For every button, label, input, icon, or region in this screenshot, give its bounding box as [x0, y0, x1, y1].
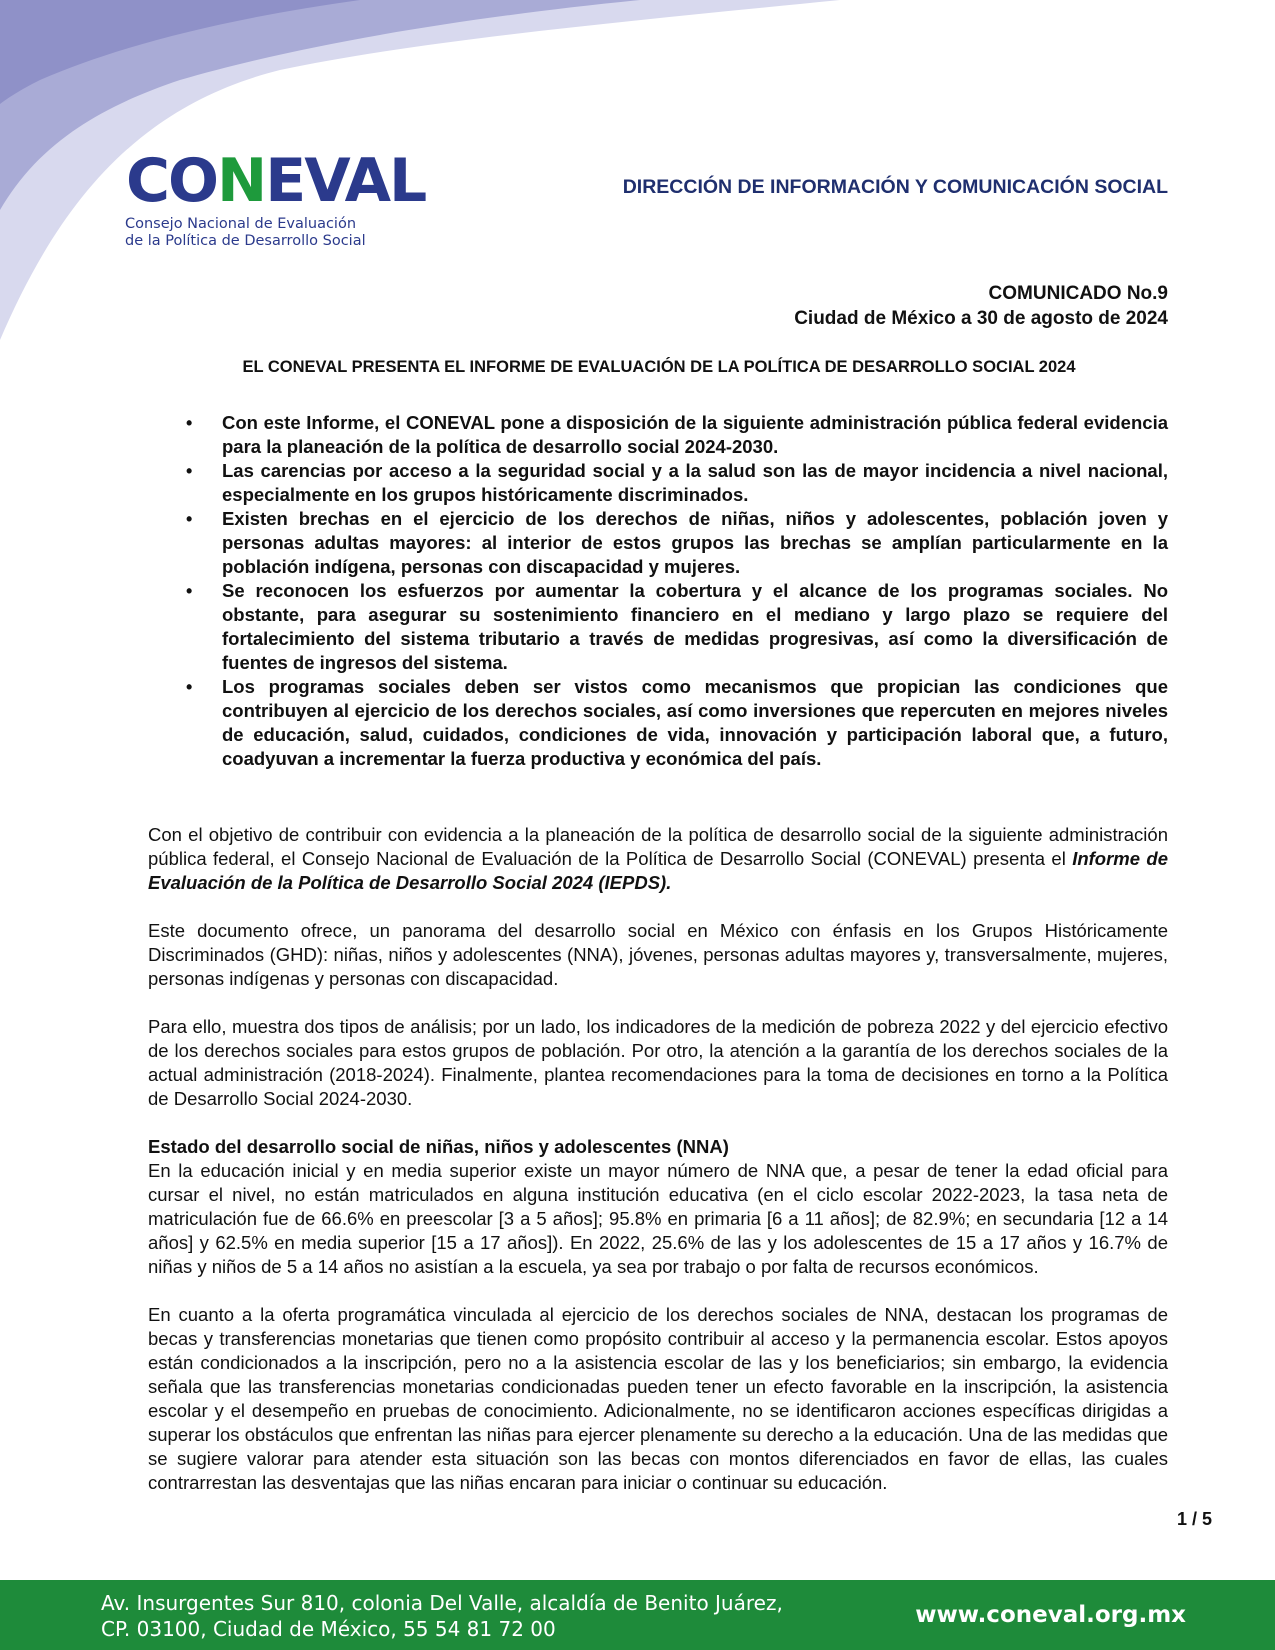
key-point — [180, 507, 1168, 579]
footer-address-line-1: Av. Insurgentes Sur 810, colonia Del Valle, alcaldía de Benito Juárez, — [101, 1591, 783, 1615]
key-point — [180, 411, 1168, 459]
logo-wordmark: CONEVAL — [126, 146, 426, 216]
coneval-logo — [125, 146, 426, 250]
paragraph-overview: Este documento ofrece, un panorama del desarrollo social en México con énfasis en los Grupos Históricamente Discriminados (GHD): niñas, niños y adolescentes (NNA), jóvenes, personas adultas mayores y, transversalmente, mujeres, personas indígenas y personas con discapacidad. — [148, 920, 1168, 989]
paragraph-analysis: Para ello, muestra dos tipos de análisis; por un lado, los indicadores de la medición de pobreza 2022 y del ejercicio efectivo de los derechos sociales para estos grupos de población. Por otro, la atención a la garantía de los derechos sociales de la actual administración (2018-2024). Finalmente, plantea recomendaciones para la toma de decisiones en torno a la Política de Desarrollo Social 2024-2030. — [148, 1016, 1168, 1109]
communique-number: COMUNICADO No.9 — [988, 283, 1168, 304]
bullet-icon: • — [186, 461, 193, 481]
paragraph-programs: En cuanto a la oferta programática vinculada al ejercicio de los derechos sociales de NNA, destacan los programas de becas y transferencias monetarias que tienen como propósito contribuir al acceso y la permanencia escolar. Estos apoyos están condicionados a la inscripción, pero no a la asistencia escolar de las y los beneficiarios; sin embargo, la evidencia señala que las transferencias monetarias condicionadas pueden tener un efecto favorable en la inscripción, la asistencia escolar y el desempeño en pruebas de conocimiento. Adicionalmente, no se identificaron acciones específicas dirigidas a superar los obstáculos que enfrentan las niñas para ejercer plenamente su derecho a la educación. Una de las medidas que se sugiere valorar para atender esta situación son las becas con montos diferenciados en favor de ellas, las cuales contrarrestan las desventajas que las niñas encaran para iniciar o continuar su educación. — [148, 1304, 1168, 1493]
key-point-text: Existen brechas en el ejercicio de los derechos de niñas, niños y adolescentes, población joven y personas adultas mayores: al interior de estos grupos las brechas se amplían particularmente en la población indígena, personas con discapacidad y mujeres. — [222, 508, 1168, 577]
key-point-text: Las carencias por acceso a la seguridad social y a la salud son las de mayor incidencia a nivel nacional, especialmente en los grupos históricamente discriminados. — [222, 460, 1168, 505]
footer-address-line-2: CP. 03100, Ciudad de México, 55 54 81 72 00 — [101, 1617, 556, 1641]
page-number: 1 / 5 — [1176, 1509, 1212, 1529]
department-title: DIRECCIÓN DE INFORMACIÓN Y COMUNICACIÓN SOCIAL — [622, 176, 1168, 198]
key-points-list — [180, 411, 1168, 771]
key-point-text: Con este Informe, el CONEVAL pone a disposición de la siguiente administración pública federal evidencia para la planeación de la política de desarrollo social 2024-2030. — [222, 412, 1168, 457]
key-point — [180, 579, 1168, 675]
key-point — [180, 459, 1168, 507]
key-point-text: Los programas sociales deben ser vistos como mecanismos que propician las condiciones que contribuyen al ejercicio de los derechos sociales, así como inversiones que repercuten en mejores niveles de educación, salud, cuidados, condiciones de vida, innovación y participación laboral que, a futuro, coadyuvan a incrementar la fuerza productiva y económica del país. — [222, 676, 1168, 769]
bullet-icon: • — [186, 677, 193, 697]
footer-address — [101, 1590, 783, 1642]
bullet-icon: • — [186, 413, 193, 433]
footer-website-link[interactable]: www.coneval.org.mx — [915, 1602, 1186, 1628]
paragraph-intro — [148, 823, 1168, 895]
key-point-text: Se reconocen los esfuerzos por aumentar la cobertura y el alcance de los programas sociales. No obstante, para asegurar su sostenimiento financiero en el mediano y largo plazo se requiere del fortalecimiento del sistema tributario a través de medidas progresivas, así como la diversificación de fuentes de ingresos del sistema. — [222, 580, 1168, 673]
logo-subtitle-line-1: Consejo Nacional de Evaluación — [125, 216, 357, 232]
key-point — [180, 675, 1168, 771]
logo-subtitle-line-2: de la Política de Desarrollo Social — [125, 233, 366, 249]
press-headline: EL CONEVAL PRESENTA EL INFORME DE EVALUACIÓN DE LA POLÍTICA DE DESARROLLO SOCIAL 2024 — [242, 358, 1076, 376]
paragraph-intro-text: Con el objetivo de contribuir con evidencia a la planeación de la política de desarrollo social de la siguiente administración pública federal, el Consejo Nacional de Evaluación de la Política de Desarrollo Social (CONEVAL) presenta el — [148, 824, 1168, 869]
footer-bar — [0, 1580, 1275, 1650]
communique-meta — [794, 281, 1168, 331]
place-date: Ciudad de México a 30 de agosto de 2024 — [794, 308, 1168, 329]
section-heading: Estado del desarrollo social de niñas, niños y adolescentes (NNA) — [148, 1136, 729, 1157]
bullet-icon: • — [186, 581, 193, 601]
body-text — [148, 823, 1168, 1495]
report-title-emphasis: Informe de Evaluación de la Política de Desarrollo Social 2024 (IEPDS). — [148, 848, 1168, 893]
bullet-icon: • — [186, 509, 193, 529]
paragraph-education: En la educación inicial y en media superior existe un mayor número de NNA que, a pesar de tener la edad oficial para cursar el nivel, no están matriculados en alguna institución educativa (en el ciclo escolar 2022-2023, la tasa neta de matriculación fue de 66.6% en preescolar [3 a 5 años]; 95.8% en primaria [6 a 11 años]; de 82.9%; en secundaria [12 a 14 años] y 62.5% en media superior [15 a 17 años]). En 2022, 25.6% de las y los adolescentes de 15 a 17 años y 16.7% de niñas y niños de 5 a 14 años no asistían a la escuela, ya sea por trabajo o por falta de recursos económicos. — [148, 1160, 1168, 1277]
